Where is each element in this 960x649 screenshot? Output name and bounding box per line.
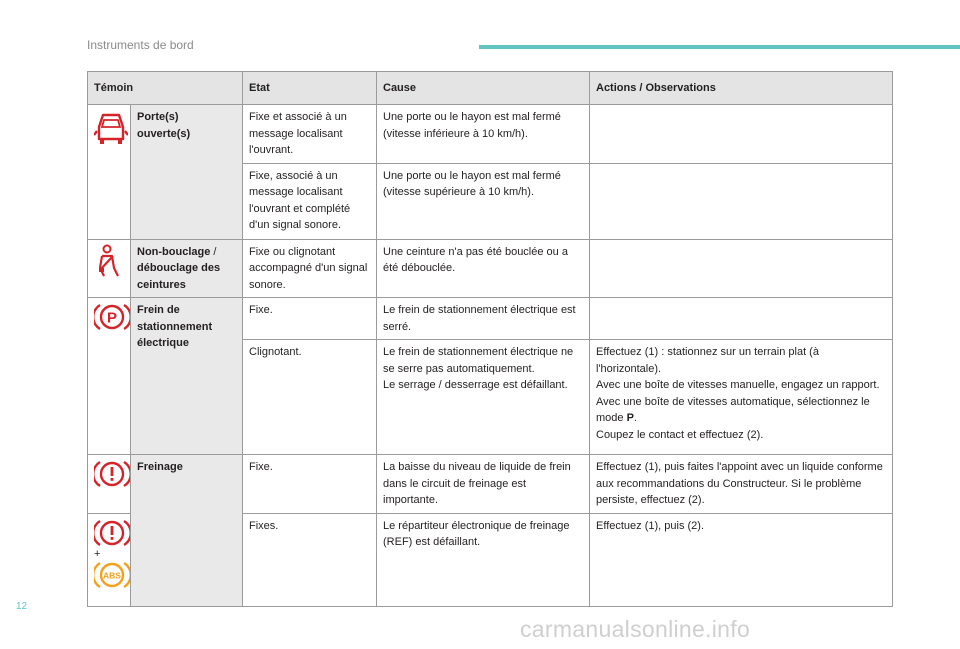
warning-lights-table [87, 71, 893, 607]
actions-cell: Effectuez (1), puis faites l'appoint avec un liquide conforme aux recommandations du Constructeur. Si le problème persiste, effectuez (2). [590, 455, 893, 514]
brake-warning-icon [88, 455, 131, 514]
actions-cell: Effectuez (1), puis (2). [590, 513, 893, 606]
table-header-row [88, 72, 893, 105]
cause-cell: Le répartiteur électronique de freinage (REF) est défaillant. [377, 513, 590, 606]
cause-cell: Le frein de stationnement électrique ne se serre pas automatiquement. Le serrage / desserrage est défaillant. [377, 340, 590, 455]
etat-cell: Fixe et associé à un message localisant l'ouvrant. [243, 105, 377, 164]
etat-cell: Fixe ou clignotant accompagné d'un signal sonore. [243, 239, 377, 298]
column-header-cause: Cause [377, 72, 590, 105]
table-row [88, 455, 893, 514]
temoin-name-ceintures: Non-bouclage / débouclage des ceintures [131, 239, 243, 298]
cause-cell: Une ceinture n'a pas été bouclée ou a été débouclée. [377, 239, 590, 298]
cause-cell: Une porte ou le hayon est mal fermé (vitesse supérieure à 10 km/h). [377, 163, 590, 239]
brake-warning-icon [94, 518, 130, 548]
abs-label: ABS [103, 570, 121, 580]
actions-cell [590, 163, 893, 239]
actions-cell: Effectuez (1) : stationnez sur un terrain plat (à l'horizontale). Avec une boîte de vitesses manuelle, engagez un rapport. Avec une boîte de vitesses automatique, sélectionnez le mode P. Coupez le contact et effectuez (2). [590, 340, 893, 455]
cause-cell: La baisse du niveau de liquide de frein dans le circuit de freinage est importante. [377, 455, 590, 514]
actions-cell [590, 105, 893, 164]
cause-cell: Une porte ou le hayon est mal fermé (vitesse inférieure à 10 km/h). [377, 105, 590, 164]
actions-cell [590, 298, 893, 340]
actions-cell [590, 239, 893, 298]
temoin-name-freinage: Freinage [131, 455, 243, 607]
brake-abs-icon-group [88, 513, 131, 606]
etat-cell: Fixe. [243, 455, 377, 514]
seatbelt-icon [88, 239, 131, 298]
watermark: carmanualsonline.info [520, 616, 751, 642]
svg-text:P: P [106, 309, 118, 327]
column-header-temoin: Témoin [88, 72, 243, 105]
cause-cell: Le frein de stationnement électrique est serré. [377, 298, 590, 340]
abs-warning-icon [94, 560, 130, 590]
header-accent-bar [479, 45, 960, 49]
etat-cell: Clignotant. [243, 340, 377, 455]
etat-cell: Fixe. [243, 298, 377, 340]
table-row [88, 239, 893, 298]
plus-sign: + [94, 547, 101, 560]
column-header-actions: Actions / Observations [590, 72, 893, 105]
etat-cell: Fixe, associé à un message localisant l'ouvrant et complété d'un signal sonore. [243, 163, 377, 239]
table-row [88, 298, 893, 340]
door-open-warning-icon [88, 105, 131, 240]
section-title: Instruments de bord [87, 38, 194, 52]
page-number: 12 [16, 601, 28, 612]
parking-brake-icon [88, 298, 131, 455]
temoin-name-portes: Porte(s) ouverte(s) [131, 105, 243, 240]
etat-cell: Fixes. [243, 513, 377, 606]
temoin-name-frein-stationnement: Frein de stationnement électrique [131, 298, 243, 455]
column-header-etat: Etat [243, 72, 377, 105]
table-row [88, 105, 893, 164]
